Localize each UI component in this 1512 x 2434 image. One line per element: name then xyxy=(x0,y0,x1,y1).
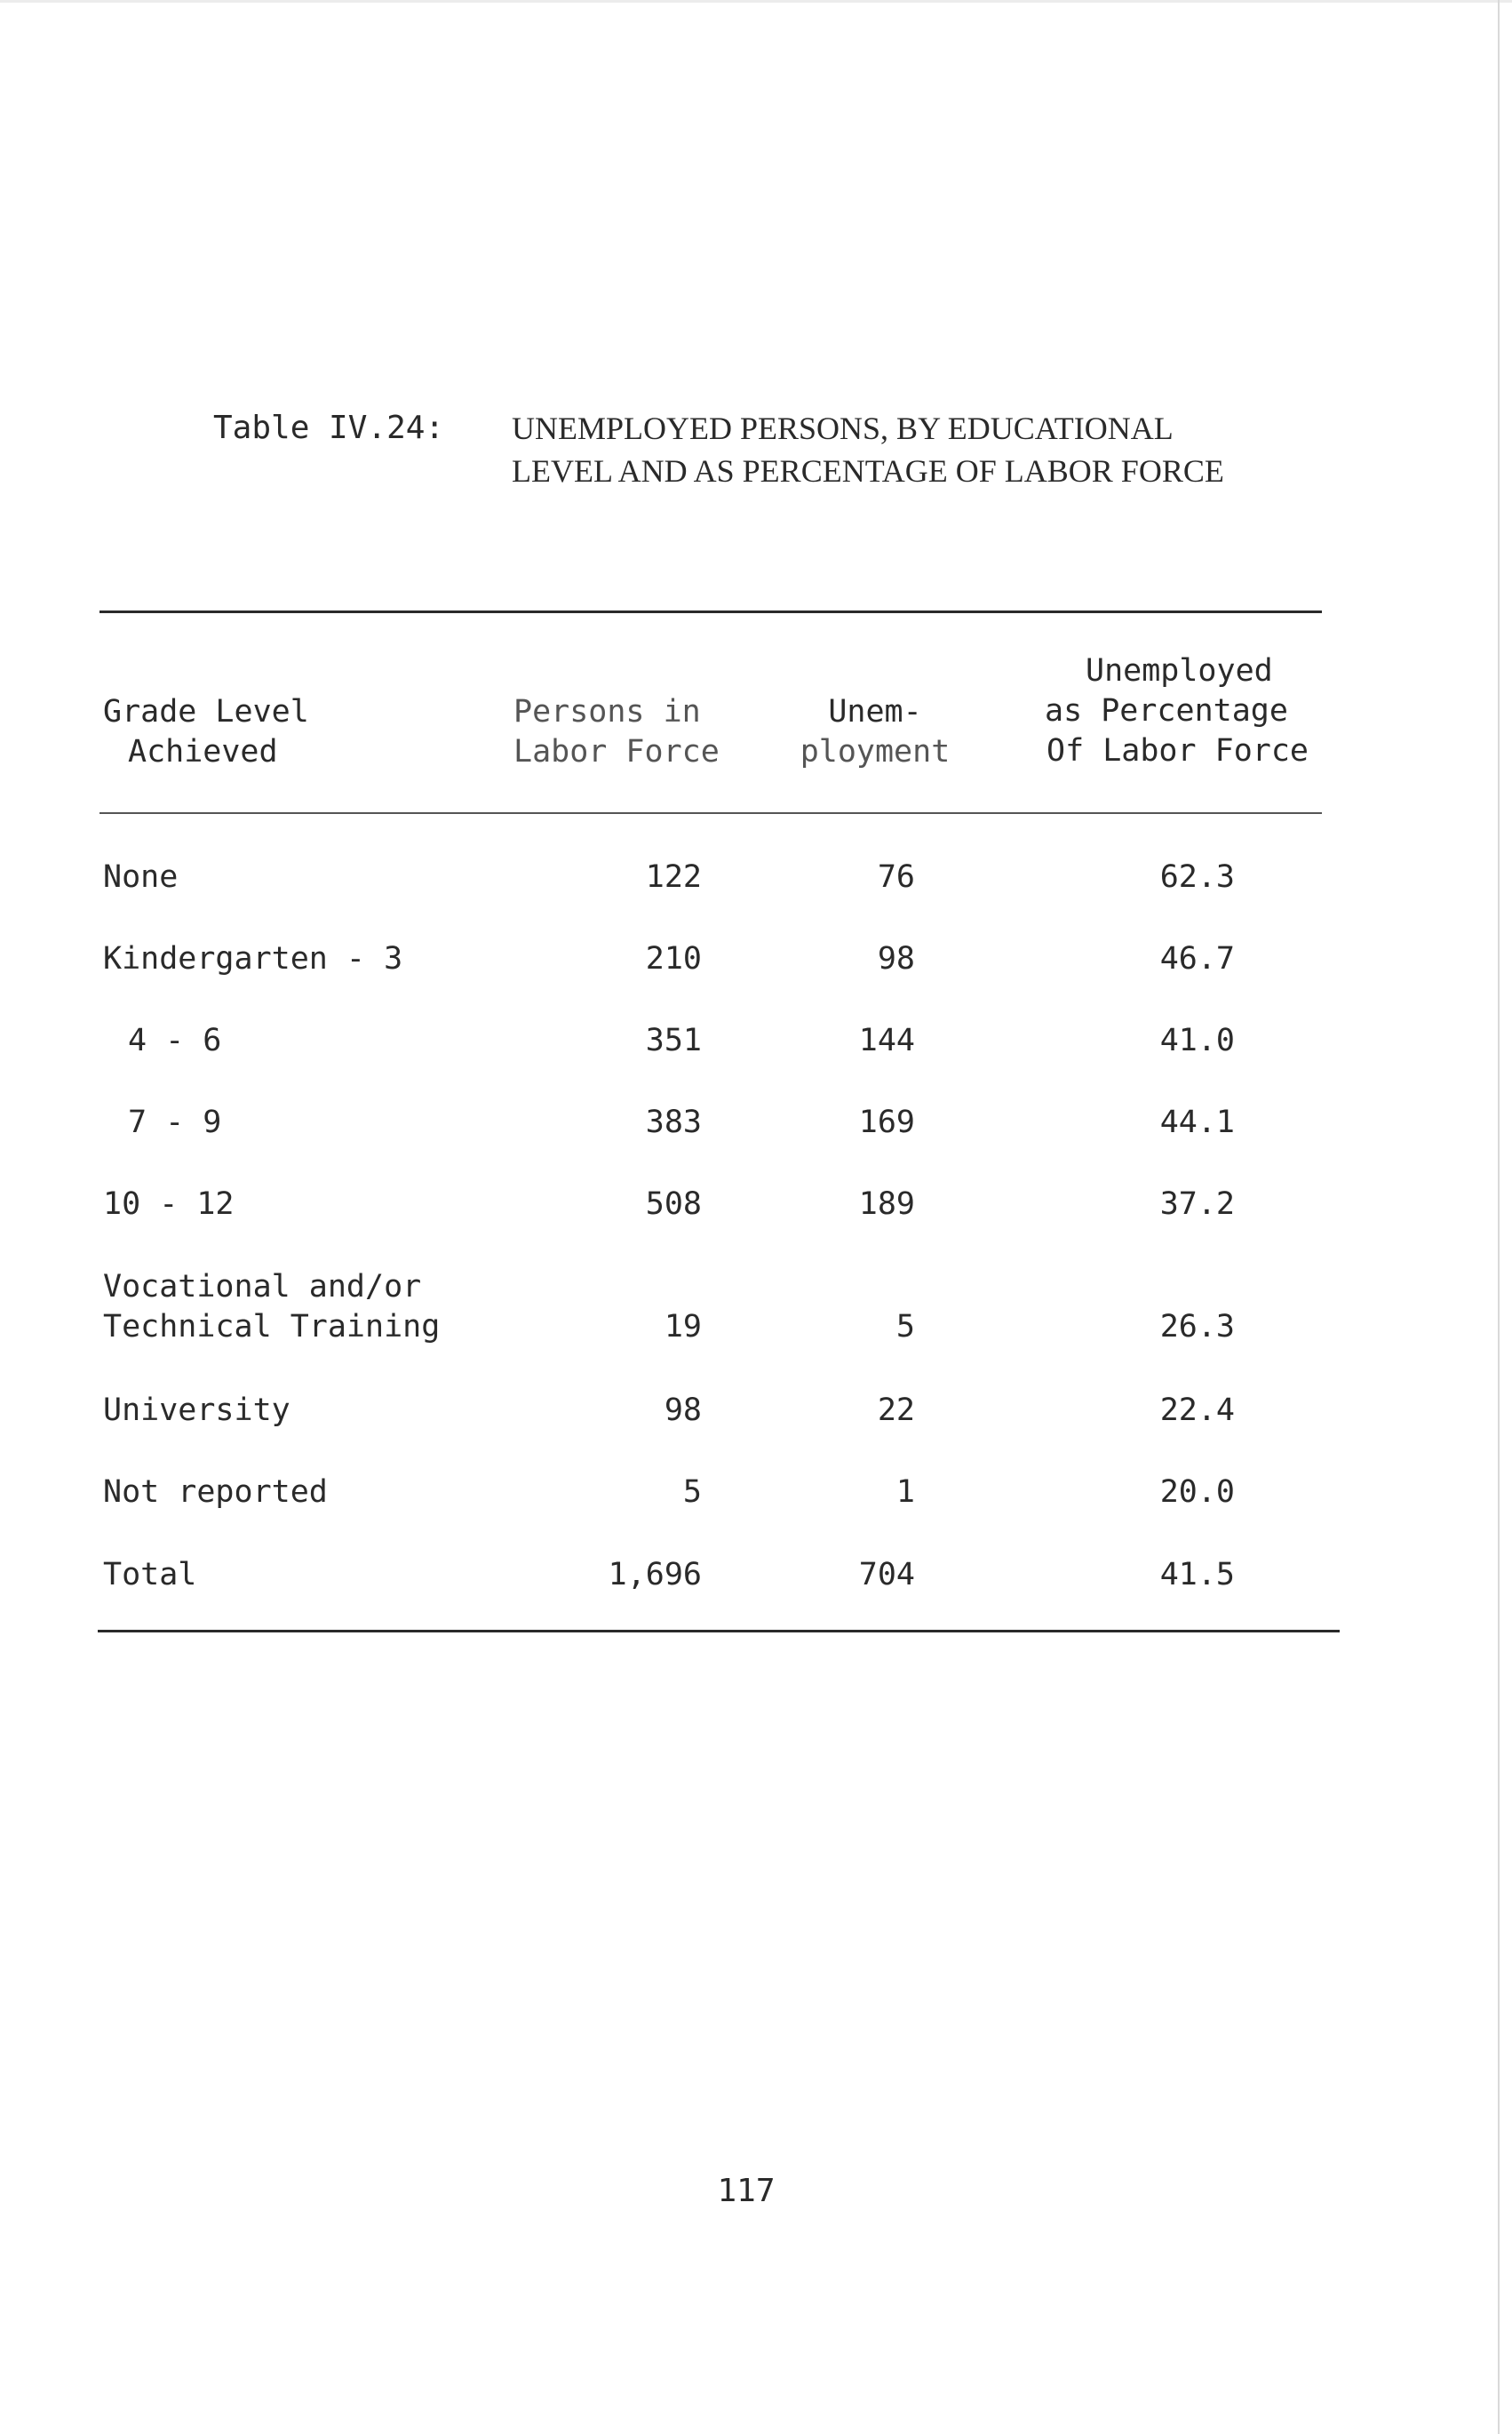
row-label: 4 - 6 xyxy=(128,1023,222,1058)
cell-percentage: 20.0 xyxy=(1159,1474,1235,1510)
header-bottom-rule xyxy=(99,812,1322,814)
table-label: Table IV.24: xyxy=(213,410,445,446)
cell-persons: 98 xyxy=(664,1393,702,1428)
row-label: 10 - 12 xyxy=(103,1186,235,1222)
row-label-line-2: Technical Training xyxy=(103,1309,441,1345)
cell-persons: 19 xyxy=(664,1309,702,1345)
table-bottom-rule xyxy=(98,1630,1340,1632)
cell-percentage: 41.0 xyxy=(1159,1023,1235,1058)
header-unemployment xyxy=(786,692,964,772)
cell-percentage: 26.3 xyxy=(1159,1309,1235,1345)
cell-persons: 5 xyxy=(682,1474,702,1510)
cell-unemployment: 1 xyxy=(895,1474,915,1510)
header-persons-labor-force xyxy=(513,692,720,772)
cell-percentage: 44.1 xyxy=(1159,1105,1235,1140)
header-pct-line-2: as Percentage xyxy=(1045,693,1288,729)
cell-persons: 122 xyxy=(645,859,702,895)
cell-percentage: 37.2 xyxy=(1159,1186,1235,1222)
header-unem-line-2: ployment xyxy=(800,734,951,770)
header-grade-level xyxy=(103,692,309,772)
page-top-edge xyxy=(0,0,1512,3)
row-label-line-1: Vocational and/or xyxy=(103,1269,422,1305)
cell-unemployment: 189 xyxy=(858,1186,915,1222)
cell-unemployment: 144 xyxy=(858,1023,915,1058)
cell-unemployment: 76 xyxy=(877,859,915,895)
page-right-edge xyxy=(1498,0,1500,2434)
row-label: Not reported xyxy=(103,1474,328,1510)
cell-persons: 210 xyxy=(645,941,702,977)
cell-persons: 351 xyxy=(645,1023,702,1058)
cell-persons: 383 xyxy=(645,1105,702,1140)
header-grade-line-2: Achieved xyxy=(128,734,278,770)
cell-persons: 508 xyxy=(645,1186,702,1222)
cell-percentage: 22.4 xyxy=(1159,1393,1235,1428)
cell-percentage: 41.5 xyxy=(1159,1557,1235,1592)
row-label: 7 - 9 xyxy=(128,1105,222,1140)
cell-persons: 1,696 xyxy=(608,1557,702,1592)
table-top-rule xyxy=(99,610,1322,613)
header-persons-line-2: Labor Force xyxy=(513,734,720,770)
header-pct-line-1: Unemployed xyxy=(1086,653,1273,689)
row-label: Kindergarten - 3 xyxy=(103,941,403,977)
cell-unemployment: 5 xyxy=(895,1309,915,1345)
row-label: None xyxy=(103,859,179,895)
cell-percentage: 62.3 xyxy=(1159,859,1235,895)
header-grade-line-1: Grade Level xyxy=(103,694,309,730)
cell-percentage: 46.7 xyxy=(1159,941,1235,977)
cell-unemployment: 704 xyxy=(858,1557,915,1592)
row-label: Total xyxy=(103,1557,197,1592)
header-persons-line-1: Persons in xyxy=(513,694,701,730)
table-title-line-1: UNEMPLOYED PERSONS, BY EDUCATIONAL xyxy=(512,411,1174,446)
header-pct-line-3: Of Labor Force xyxy=(1046,733,1309,769)
header-unemployed-percentage xyxy=(1039,651,1309,771)
row-label: University xyxy=(103,1393,290,1428)
header-unem-line-1: Unem- xyxy=(828,694,922,730)
table-title-line-2: LEVEL AND AS PERCENTAGE OF LABOR FORCE xyxy=(512,453,1224,489)
cell-unemployment: 169 xyxy=(858,1105,915,1140)
row-label xyxy=(103,1267,440,1347)
table-title xyxy=(512,407,1224,492)
cell-unemployment: 22 xyxy=(877,1393,915,1428)
page-number: 117 xyxy=(717,2173,776,2209)
cell-unemployment: 98 xyxy=(877,941,915,977)
